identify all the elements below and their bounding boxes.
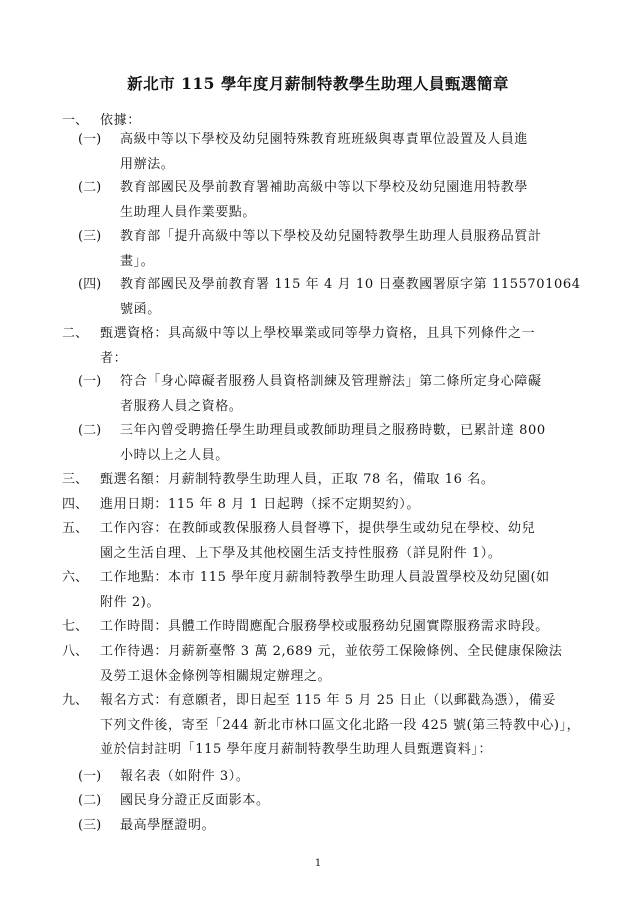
section-text-line: 報名表（如附件 3）。	[120, 769, 250, 784]
section-number: 八、	[62, 644, 89, 659]
section-number: (一)	[78, 374, 102, 389]
section-text-line: 附件 2)。	[100, 594, 161, 610]
section-text-line: 國民身分證正反面影本。	[120, 793, 270, 808]
section-text-line: 甄選資格：具高級中等以上學校畢業或同等學力資格，且具下列條件之一	[100, 326, 536, 341]
section-number: 一、	[62, 113, 89, 128]
section-text-line: 用辦法。	[120, 156, 175, 172]
document-title: 新北市 115 學年度月薪制特教學生助理人員甄選簡章	[127, 74, 509, 93]
section-text-line: 教育部國民及學前教育署補助高級中等以下學校及幼兒園進用特教學	[120, 180, 529, 195]
section-text-line: 工作內容：在教師或教保服務人員督導下，提供學生或幼兒在學校、幼兒	[100, 521, 536, 536]
section-number: (二)	[78, 180, 102, 195]
section-number: (一)	[78, 769, 102, 784]
section-text-line: 教育部「提升高級中等以下學校及幼兒園特教學生助理人員服務品質計	[120, 229, 542, 244]
section-text-line: 者：	[100, 350, 128, 366]
section-text-line: 報名方式：有意願者，即日起至 115 年 5 月 25 日止（以郵戳為憑），備妥	[100, 693, 556, 708]
section-text-line: 工作時間：具體工作時間應配合服務學校或服務幼兒園實際服務需求時段。	[100, 619, 549, 634]
section-text-line: 進用日期：115 年 8 月 1 日起聘（採不定期契約）。	[100, 497, 420, 512]
section-text-line: 工作待遇：月薪新臺幣 3 萬 2,689 元，並依勞工保險條例、全民健康保險法	[100, 644, 563, 659]
section-number: (四)	[78, 277, 102, 292]
section-text-line: 號函。	[120, 301, 161, 317]
section-number: 五、	[62, 521, 89, 536]
section-text-line: 小時以上之人員。	[120, 447, 229, 463]
section-number: 二、	[62, 326, 89, 341]
section-number: (二)	[78, 793, 102, 808]
section-number: (二)	[78, 423, 102, 438]
section-text-line: 下列文件後，寄至「244 新北市林口區文化北路一段 425 號(第三特教中心)」，	[100, 717, 581, 733]
section-text-line: 最高學歷證明。	[120, 818, 216, 833]
section-text-line: 依據：	[100, 113, 141, 128]
section-text-line: 甄選名額：月薪制特教學生助理人員，正取 78 名，備取 16 名。	[100, 472, 495, 487]
section-number: 三、	[62, 472, 89, 487]
section-text-line: 三年內曾受聘擔任學生助理員或教師助理員之服務時數，已累計達 800	[120, 423, 546, 438]
section-text-line: 高級中等以下學校及幼兒園特殊教育班班級與專責單位設置及人員進	[120, 132, 529, 147]
section-text-line: 者服務人員之資格。	[120, 398, 243, 414]
section-text-line: 畫」。	[120, 253, 155, 269]
section-text-line: 生助理人員作業要點。	[120, 204, 257, 220]
section-number: 七、	[62, 619, 89, 634]
section-number: 六、	[62, 570, 89, 585]
section-text-line: 並於信封註明「115 學年度月薪制特教學生助理人員甄選資料」：	[100, 742, 493, 757]
section-number: (一)	[78, 132, 102, 147]
section-number: 九、	[62, 693, 89, 708]
section-text-line: 及勞工退休金條例等相關規定辦理之。	[100, 668, 332, 684]
section-text-line: 教育部國民及學前教育署 115 年 4 月 10 日臺教國署原字第 1155701064	[120, 277, 581, 292]
section-text-line: 園之生活自理、上下學及其他校園生活支持性服務（詳見附件 1）。	[100, 545, 502, 561]
section-text-line: 工作地點：本市 115 學年度月薪制特教學生助理人員設置學校及幼兒園(如	[100, 570, 550, 585]
section-text-line: 符合「身心障礙者服務人員資格訓練及管理辦法」第二條所定身心障礙	[120, 374, 542, 389]
section-number: (三)	[78, 818, 102, 833]
section-number: (三)	[78, 229, 102, 244]
section-number: 四、	[62, 497, 89, 512]
page-number: 1	[314, 858, 322, 869]
